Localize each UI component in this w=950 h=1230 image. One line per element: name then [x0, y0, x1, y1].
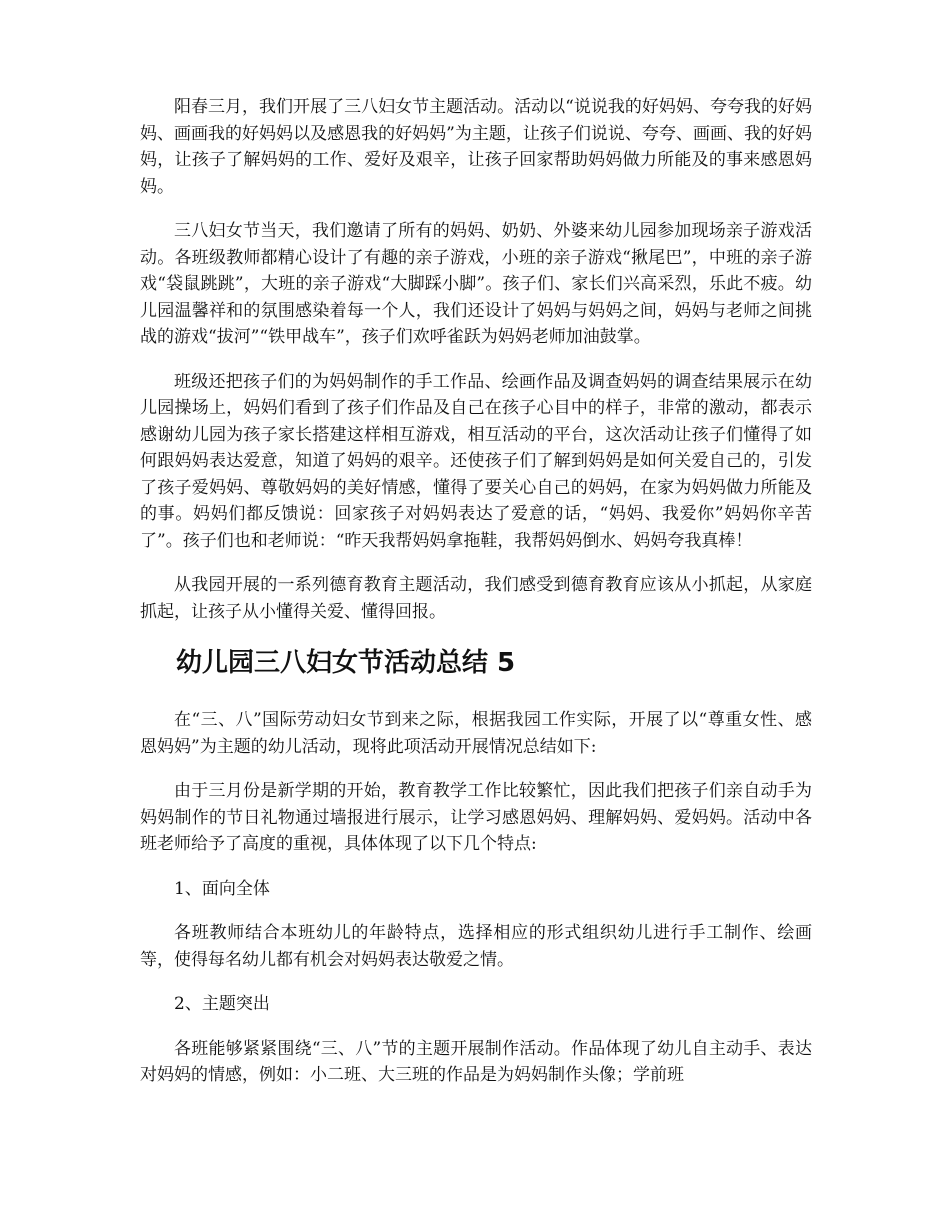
- paragraph-spring-activity: 阳春三月，我们开展了三八妇女节主题活动。活动以“说说我的好妈妈、夸夸我的好妈妈、画画我的好妈妈以及感恩我的好妈妈”为主题，让孩子们说说、夸夸、画画、我的好妈妈，让孩子了解妈妈的工作、爱好及艰辛，让孩子回家帮助妈妈做力所能及的事来感恩妈妈。: [140, 97, 812, 197]
- paragraph-class-works-display: 班级还把孩子们的为妈妈制作的手工作品、绘画作品及调查妈妈的调查结果展示在幼儿园操场上，妈妈们看到了孩子们作品及自己在孩子心目中的样子，非常的激动，都表示感谢幼儿园为孩子家长搭建这样相互游戏，相互活动的平台，这次活动让孩子们懂得了如何跟妈妈表达爱意，知道了妈妈的艰辛。还使孩子们了解到妈妈是如何关爱自己的，引发了孩子爱妈妈、尊敬妈妈的美好情感，懂得了要关心自己的妈妈，在家为妈妈做力所能及的事。妈妈们都反馈说：回家孩子对妈妈表达了爱意的话，“妈妈、我爱你”妈妈你辛苦了”。孩子们也和老师说：“昨天我帮妈妈拿拖鞋，我帮妈妈倒水、妈妈夸我真棒！: [140, 371, 812, 551]
- section-heading: 幼儿园三八妇女节活动总结 5: [176, 648, 516, 678]
- item-title-theme: 2、主题突出: [174, 994, 270, 1014]
- paragraph-theme: 各班能够紧紧围绕“三、八”节的主题开展制作活动。作品体现了幼儿自主动手、表达对妈妈的情感，例如：小二班、大三班的作品是为妈妈制作头像；学前班: [140, 1038, 812, 1085]
- paragraph-all-children: 各班教师结合本班幼儿的年龄特点，选择相应的形式组织幼儿进行手工制作、绘画等，使得每名幼儿都有机会对妈妈表达敬爱之情。: [140, 923, 812, 970]
- item-title-all-children: 1、面向全体: [174, 878, 270, 899]
- paragraph-moral-education: 从我园开展的一系列德育教育主题活动，我们感受到德育教育应该从小抓起，从家庭抓起，让孩子从小懂得关爱、懂得回报。: [140, 575, 812, 622]
- paragraph-new-semester: 由于三月份是新学期的开始，教育教学工作比较繁忙，因此我们把孩子们亲自动手为妈妈制作的节日礼物通过墙报进行展示，让学习感恩妈妈、理解妈妈、爱妈妈。活动中各班老师给予了高度的重视，具体体现了以下几个特点:: [140, 781, 812, 854]
- paragraph-intro: 在“三、八”国际劳动妇女节到来之际，根据我园工作实际，开展了以“尊重女性、感恩妈妈”为主题的幼儿活动，现将此项活动开展情况总结如下:: [140, 710, 812, 757]
- document-body: [140, 94, 812, 1107]
- paragraph-womens-day-games: 三八妇女节当天，我们邀请了所有的妈妈、奶奶、外婆来幼儿园参加现场亲子游戏活动。各班级教师都精心设计了有趣的亲子游戏，小班的亲子游戏“揪尾巴”，中班的亲子游戏“袋鼠跳跳”，大班的亲子游戏“大脚踩小脚”。孩子们、家长们兴高采烈，乐此不疲。幼儿园温馨祥和的氛围感染着每一个人，我们还设计了妈妈与妈妈之间，妈妈与老师之间挑战的游戏“拔河”“铁甲战车”，孩子们欢呼雀跃为妈妈老师加油鼓掌。: [140, 221, 812, 347]
